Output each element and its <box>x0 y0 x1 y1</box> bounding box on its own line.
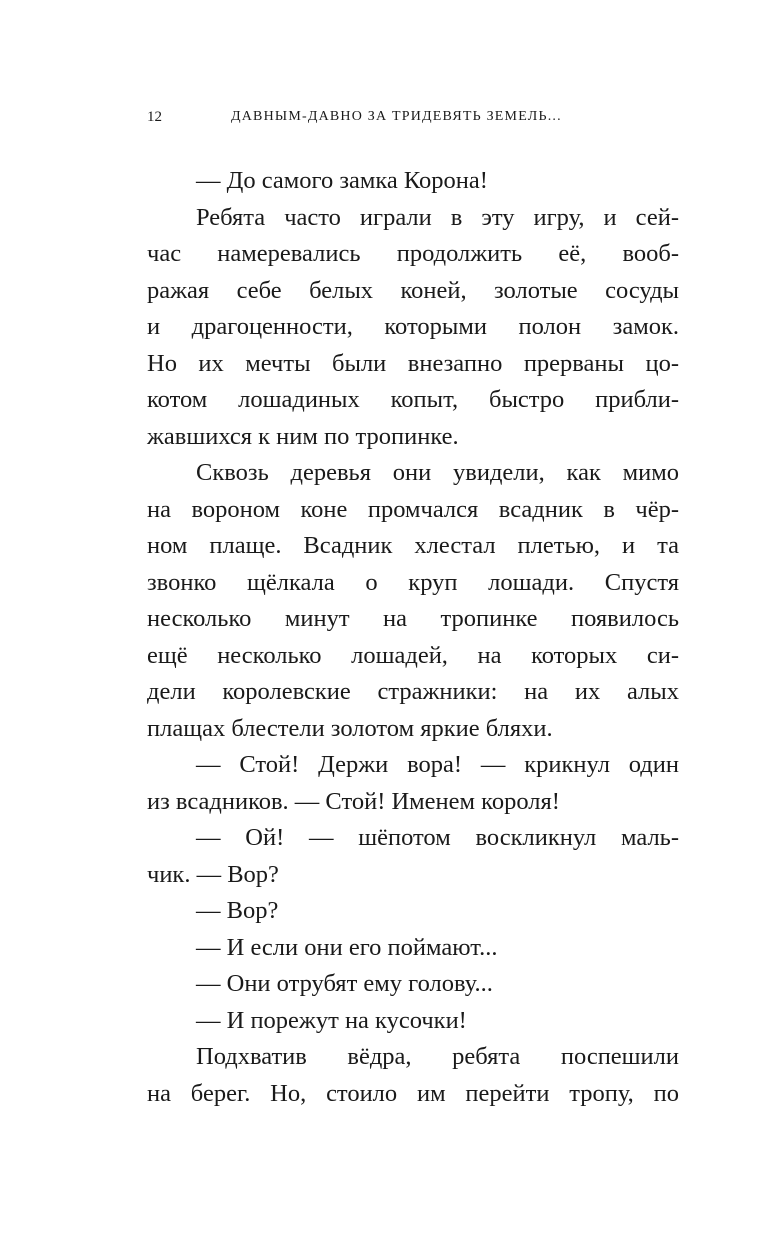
page-number: 12 <box>147 109 162 125</box>
text-line: Ребята часто играли в эту игру, и сей- <box>196 203 679 231</box>
text-line: несколько минут на тропинке появилось <box>147 605 679 632</box>
text-line: час намеревались продолжить её, вооб- <box>147 240 679 267</box>
text-line: на берег. Но, стоило им перейти тропу, по <box>147 1079 679 1107</box>
text-line: — Вор? <box>196 897 279 924</box>
text-line: звонко щёлкала о круп лошади. Спустя <box>147 568 679 596</box>
text-line: ражая себе белых коней, золотые сосуды <box>147 276 679 304</box>
text-line: и драгоценности, которыми полон замок. <box>147 313 679 340</box>
text-line: котом лошадиных копыт, быстро прибли- <box>147 386 679 413</box>
chapter-title: ДАВНЫМ-ДАВНО ЗА ТРИДЕВЯТЬ ЗЕМЕЛЬ... <box>231 109 562 124</box>
text-line: чик. — Вор? <box>147 860 279 888</box>
text-line: Сквозь деревья они увидели, как мимо <box>196 459 679 486</box>
body-text <box>147 163 679 1112</box>
text-line: из всадников. — Стой! Именем короля! <box>147 787 560 815</box>
text-line: на вороном коне промчался всадник в чёр- <box>147 495 679 523</box>
text-line: плащах блестели золотом яркие бляхи. <box>147 714 553 742</box>
text-line: — До самого замка Корона! <box>196 167 488 194</box>
text-line: Подхватив вёдра, ребята поспешили <box>196 1043 679 1070</box>
text-line: дели королевские стражники: на их алых <box>147 678 679 705</box>
running-header <box>147 105 679 129</box>
text-line: Но их мечты были внезапно прерваны цо- <box>147 349 679 377</box>
text-line: — Стой! Держи вора! — крикнул один <box>196 751 679 778</box>
text-line: жавшихся к ним по тропинке. <box>147 422 459 450</box>
text-line: ещё несколько лошадей, на которых си- <box>147 641 679 669</box>
text-line: — И порежут на кусочки! <box>196 1006 467 1034</box>
text-line: — Они отрубят ему голову... <box>196 970 493 997</box>
text-line: — Ой! — шёпотом воскликнул маль- <box>196 824 679 851</box>
text-line: ном плаще. Всадник хлестал плетью, и та <box>147 532 679 559</box>
text-line: — И если они его поймают... <box>196 933 498 961</box>
